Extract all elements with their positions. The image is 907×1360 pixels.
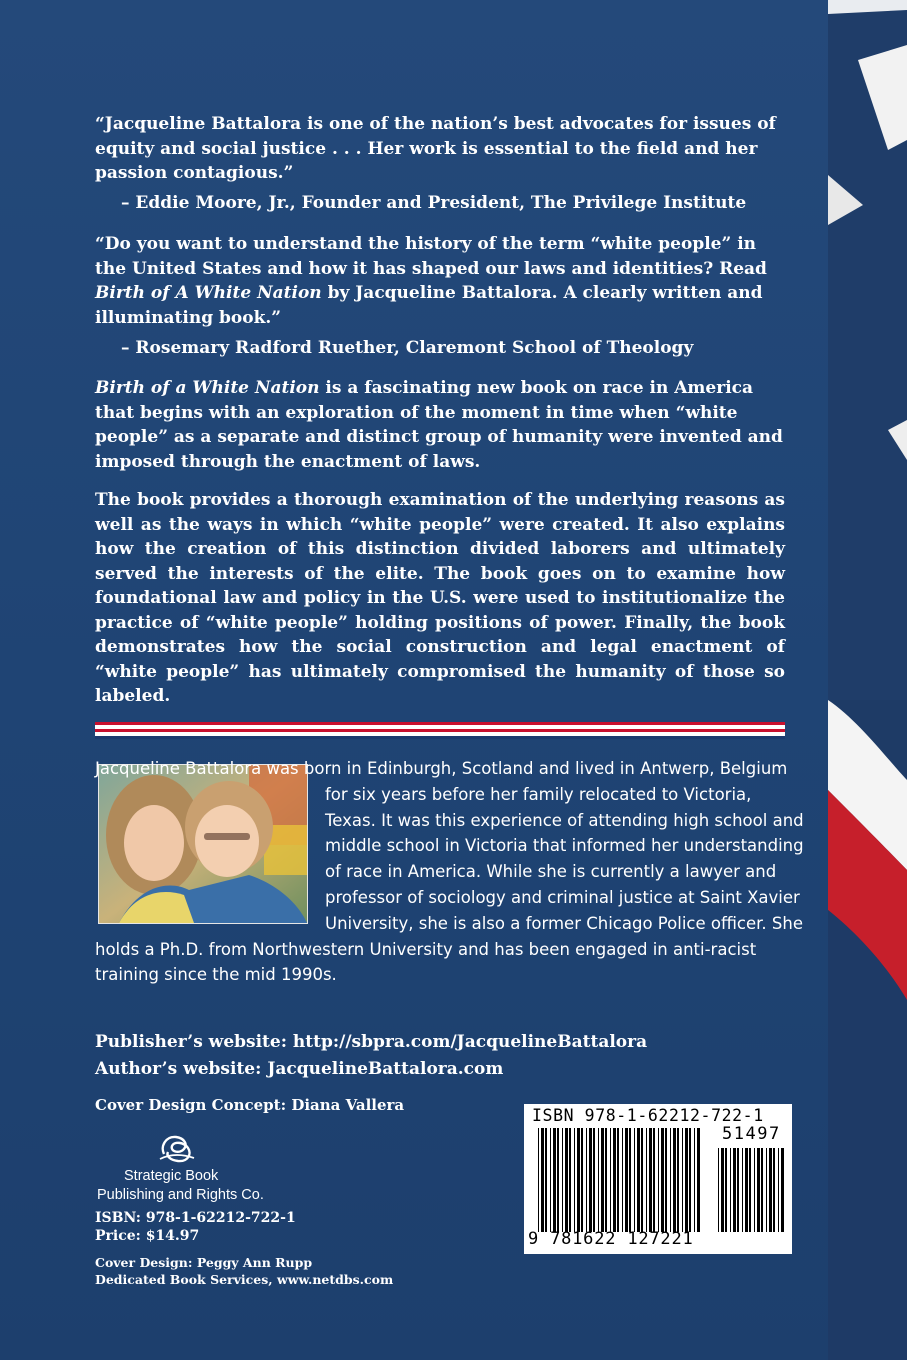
description-paragraph bbox=[95, 376, 785, 474]
flag-stripe-divider bbox=[95, 722, 785, 740]
quote-text: by Jacqueline Battalora. A clearly written and illuminating book.” bbox=[95, 283, 763, 328]
barcode-isbn-text: ISBN 978-1-62212-722-1 bbox=[532, 1106, 764, 1125]
endorsement-quote: “Jacqueline Battalora is one of the nation’s best advocates for issues of equity and social justice . . . Her work is essential to the field and her passion contagious.” bbox=[95, 114, 776, 183]
book-services: Dedicated Book Services, www.netdbs.com bbox=[95, 1272, 394, 1287]
sb-monogram-icon bbox=[158, 1132, 196, 1164]
price-line: Price: $14.97 bbox=[95, 1228, 200, 1244]
description-paragraph: The book provides a thorough examination of the underlying reasons as well as the ways in which “white people” were created. It also explains how the creation of this distinction divided laborers and ultimately served the interests of the elite. The book goes on to examine how foundational law and policy in the U.S. were used to institutionalize the practice of “white people” holding positions of power. Finally, the book demonstrates how the social construction and legal enactment of “white people” has ultimately compromised the humanity of those so labeled. bbox=[95, 490, 785, 706]
flag-edge-svg bbox=[828, 0, 907, 1360]
cover-design-credit: Cover Design: Peggy Ann Rupp bbox=[95, 1255, 313, 1270]
author-bio-text: Jacqueline Battalora was born in Edinburgh, Scotland and lived in Antwerp, Belgium for six years before her family relocated to Victoria, Texas. It was this experience of attending high school and middle school in Victoria that informed her understanding of race in America. While she is currently a lawyer and professor of sociology and criminal justice at Saint Xavier University, she is also a former Chicago Police officer. She holds a Ph.D. from Northwestern University and has been engaged in anti-racist training since the mid 1990s. bbox=[95, 759, 804, 985]
endorsement-attribution: – Rosemary Radford Ruether, Claremont School of Theology bbox=[121, 338, 694, 358]
publisher-name-line1: Strategic Book bbox=[124, 1168, 219, 1184]
book-title: Birth of a White Nation bbox=[95, 378, 320, 398]
author-bio bbox=[95, 759, 807, 988]
endorsement-quote bbox=[95, 232, 785, 330]
barcode-digits: 9 781622 127221 bbox=[528, 1229, 694, 1249]
barcode-price-code: 51497 bbox=[722, 1124, 781, 1144]
author-website: Author’s website: JacquelineBattalora.com bbox=[95, 1059, 504, 1079]
cover-design-concept: Cover Design Concept: Diana Vallera bbox=[95, 1096, 405, 1114]
description-text: is a fascinating new book on race in America that begins with an exploration of the moment in time when “white people” as a separate and distinct group of humanity were invented and imposed through the enactment of laws. bbox=[95, 378, 783, 472]
quote-text: “Do you want to understand the history of the term “white people” in the United States and how it has shaped our laws and identities? Read bbox=[95, 234, 767, 279]
flag-edge-graphic bbox=[828, 0, 907, 1360]
publisher-name-line2: Publishing and Rights Co. bbox=[97, 1187, 264, 1203]
publisher-website: Publisher’s website: http://sbpra.com/JacquelineBattalora bbox=[95, 1032, 648, 1052]
barcode bbox=[524, 1104, 792, 1254]
endorsement-attribution: – Eddie Moore, Jr., Founder and President, The Privilege Institute bbox=[121, 193, 747, 213]
book-title: Birth of A White Nation bbox=[95, 283, 322, 303]
isbn-line: ISBN: 978-1-62212-722-1 bbox=[95, 1210, 296, 1226]
